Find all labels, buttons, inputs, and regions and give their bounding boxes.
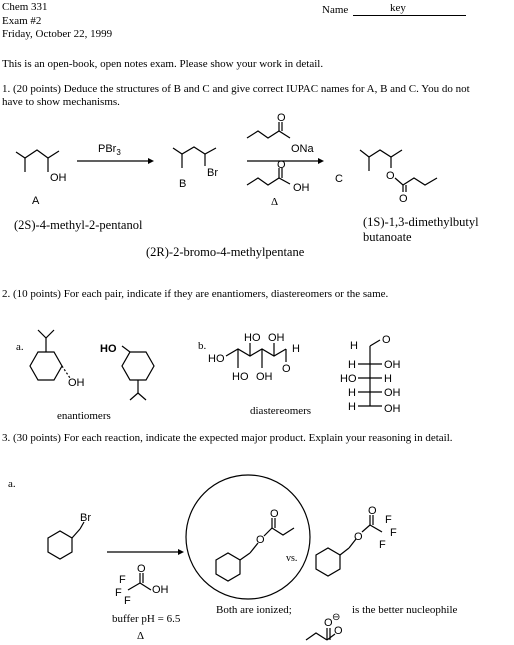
tfa-oh: OH xyxy=(152,584,169,596)
fischer-h-1: H xyxy=(348,359,356,371)
label-C: C xyxy=(335,173,343,185)
benzyl-propanoate-carbonyl-o: O xyxy=(270,508,279,520)
label-B: B xyxy=(179,178,187,190)
reaction-arrow-3-head xyxy=(178,549,184,555)
q1-prompt-line2: have to show mechanisms. xyxy=(2,96,120,108)
fischer-h-4: H xyxy=(348,401,356,413)
sodium-butanoate-ona: ONa xyxy=(291,143,314,155)
molecule-C-o: O xyxy=(386,170,395,182)
benzyl-trifluoroacetate xyxy=(316,505,397,576)
molecule-2b-o: O xyxy=(282,363,291,375)
molecule-2a-left xyxy=(30,330,85,389)
explanation-left: Both are ionized; xyxy=(216,604,292,616)
propanoate-anion xyxy=(306,612,343,640)
iupac-name-C-line2: butanoate xyxy=(363,230,412,244)
molecule-2a-left-oh: OH xyxy=(68,377,85,389)
trifluoroacetate-f-3: F xyxy=(379,539,386,551)
exam-date: Friday, October 22, 1999 xyxy=(2,28,113,40)
trifluoroacetate-ester-o: O xyxy=(354,531,363,543)
benzyl-bromide-br: Br xyxy=(80,512,91,524)
molecule-2a-right-ho: HO xyxy=(100,343,117,355)
fischer-o: O xyxy=(382,334,391,346)
q2-answer-a: enantiomers xyxy=(57,410,111,422)
q3-prompt: 3. (30 points) For each reaction, indicate the expected major product. Explain your reasoning in detail. xyxy=(2,432,453,444)
heat-delta-q3: Δ xyxy=(137,630,145,642)
heat-delta-q1: Δ xyxy=(271,196,279,208)
molecule-A xyxy=(16,150,67,184)
iupac-name-B: (2R)-2-bromo-4-methylpentane xyxy=(146,245,305,259)
propanoate-minus: ⊖ xyxy=(332,612,341,623)
major-product-circle xyxy=(186,475,310,599)
molecule-2b-fischer xyxy=(340,334,401,415)
fischer-h-3: H xyxy=(348,387,356,399)
q2-label-b: b. xyxy=(198,340,207,352)
reagent-pbr3-text: PBr xyxy=(98,143,117,155)
trifluoroacetate-carbonyl-o: O xyxy=(368,505,377,517)
label-A: A xyxy=(32,195,40,207)
butanoic-acid xyxy=(247,159,310,194)
versus-label: vs. xyxy=(286,553,298,564)
reagent-pbr3-subscript: 3 xyxy=(116,148,121,158)
fischer-oh-1: OH xyxy=(384,359,401,371)
molecule-2b-oh1: OH xyxy=(256,371,273,383)
fischer-h-top: H xyxy=(350,340,358,352)
benzyl-bromide xyxy=(48,512,91,559)
molecule-2b-ho3: HO xyxy=(232,371,249,383)
sodium-butanoate-o: O xyxy=(277,112,286,124)
q2-answer-b: diastereomers xyxy=(250,405,312,417)
butanoic-acid-o: O xyxy=(277,159,286,171)
tfa-f-2: F xyxy=(115,587,122,599)
molecule-2b-oh2: OH xyxy=(268,332,285,344)
trifluoroacetate-f-2: F xyxy=(390,527,397,539)
reaction-arrow-1-head xyxy=(148,158,154,164)
fischer-ho-2: HO xyxy=(340,373,357,385)
molecule-A-oh: OH xyxy=(50,172,67,184)
molecule-B xyxy=(173,147,218,179)
explanation-right: is the better nucleophile xyxy=(352,604,458,616)
trifluoroacetate-f-1: F xyxy=(385,514,392,526)
tfa-f-3: F xyxy=(124,595,131,607)
reaction-arrow-2-head xyxy=(318,158,324,164)
q2-label-a: a. xyxy=(16,341,24,353)
molecule-2a-right xyxy=(100,343,154,400)
molecule-2b-ho2: HO xyxy=(244,332,261,344)
propanoate-anion-o: O xyxy=(334,625,343,637)
butanoic-acid-oh: OH xyxy=(293,182,310,194)
molecule-C xyxy=(360,150,437,205)
fischer-h-2: H xyxy=(384,373,392,385)
tfa-o: O xyxy=(137,563,146,575)
exam-instructions: This is an open-book, open notes exam. Please show your work in detail. xyxy=(2,58,324,70)
molecule-C-carbonyl-o: O xyxy=(399,193,408,205)
sodium-butanoate xyxy=(247,112,315,155)
benzyl-propanoate xyxy=(216,508,294,581)
trifluoroacetic-acid xyxy=(115,563,169,607)
iupac-name-C-line1: (1S)-1,3-dimethylbutyl xyxy=(363,215,479,229)
buffer-condition: buffer pH = 6.5 xyxy=(112,613,181,625)
name-value: key xyxy=(390,2,406,14)
course-title: Chem 331 xyxy=(2,1,48,13)
molecule-B-br: Br xyxy=(207,167,218,179)
tfa-f-1: F xyxy=(119,574,126,586)
molecule-2b-left xyxy=(208,332,300,383)
q2-prompt: 2. (10 points) For each pair, indicate if they are enantiomers, diastereomers or the same. xyxy=(2,288,389,300)
molecule-2b-h: H xyxy=(292,343,300,355)
q3-label-a: a. xyxy=(8,478,16,490)
propanoate-o: O xyxy=(324,617,333,629)
q1-prompt-line1: 1. (20 points) Deduce the structures of B and C and give correct IUPAC names for A, B and C. You do not xyxy=(2,83,470,95)
iupac-name-A: (2S)-4-methyl-2-pentanol xyxy=(14,218,143,232)
fischer-oh-4: OH xyxy=(384,403,401,415)
benzyl-propanoate-ester-o: O xyxy=(256,534,265,546)
exam-number: Exam #2 xyxy=(2,15,42,27)
name-label: Name xyxy=(322,4,349,16)
molecule-2b-ho1: HO xyxy=(208,353,225,365)
fischer-oh-3: OH xyxy=(384,387,401,399)
